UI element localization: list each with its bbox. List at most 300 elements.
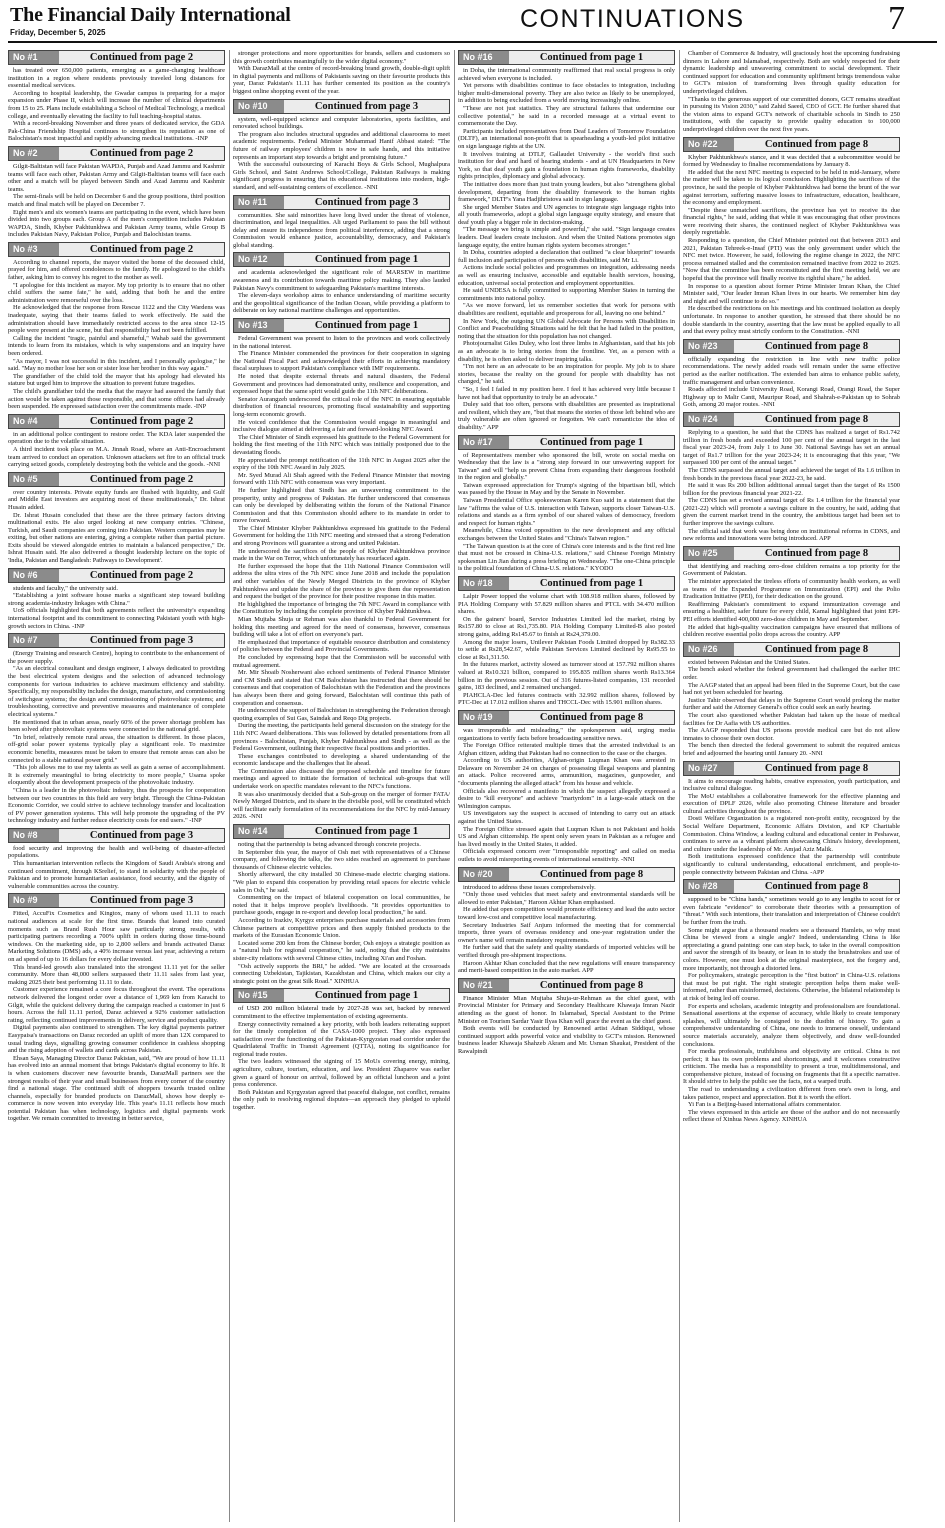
continued-from-label: Continued from page 2 [89,415,194,427]
story-number-tag: No #28 [684,880,734,893]
story-header [683,137,900,152]
story-paragraph: He added that open competition would promote efficiency and lead the auto sector toward low-cost and competitive local manufacturing. [458,906,675,921]
story-paragraph: With the successful outsourcing of Karachi Boys & Girls School, Mughalpura Girls School, and Saint Andrews School/College, Pakistan Railways is making significant progress in ensuring that its educational institutions into modern, high-standard, and self-sustaining centers of excellence. -NNI [233,161,450,191]
story-header [8,472,225,487]
story-body [683,563,900,639]
story-header [8,893,225,908]
story-paragraph: supposed to be "China hands," sometimes would go to any lengths to scout for or even fabricate "evidence" to corroborate their theories with a presumption of "threat." With such intentions, their translation and interpretation of Chinese couldn't be further from the truth. [683,896,900,926]
story-paragraph: "As we move forward, let us remember societies that work for persons with disabilities are resilient, equitable and prosperous for all, leaving no one behind." [458,302,675,317]
story-paragraph: Yi Fan is a Beijing-based international affairs commentator. [688,1101,841,1109]
story-header [8,50,225,65]
story-paragraph: He noted that despite external threats and natural disasters, the Federal Government and provinces had demonstrated unity, resilience and cooperation, and expressed hope that the same spirit would guide the 11th NFC deliberations. [233,373,450,396]
story-paragraph: Responding to a question, the Chief Minister pointed out that between 2013 and 2021, Pakistan Tehreek-e-Insaf (PTI) was the only government under which the NFC met twice. However, he said, following the regime change in 2022, the NFC process remained stalled and the commission remained inactive from 2022 to 2025. "Now that the committee has been reconstituted and the first meeting held, we are hopeful that the province will finally receive its rightful share," he added. [683,237,900,283]
continued-story [8,828,225,891]
story-paragraph: Both Pakistan and Kyrgyzstan agreed that peaceful dialogue, not conflict, remains the only path to resolving regional disputes—an approach they pledged to uphold together. [233,1088,450,1112]
story-paragraph: system, well-equipped science and computer laboratories, sports facilities, and renovated school buildings. [233,115,450,131]
story-number-tag: No #27 [684,762,734,775]
continued-from-label: Continued from page 2 [89,52,194,63]
story-paragraph: "Osh actively supports the BRI," he added. "We are located at the crossroads connecting Uzbekistan, Tajikistan, Kazakhstan and China, which makes our city a strategic point on the great Silk Road." XINHUA [233,962,450,985]
story-paragraph: He further highlighted that Sindh has an unwavering commitment to the prosperity, unity and progress of Pakistan. He further underscored that consensus can only be developed by deliberating within the forum of the National Finance Commission and that this Commission should adhere to its mandate in order to move forward. [233,486,450,525]
story-paragraph: The initiative does more than just train young leaders, but also "strengthens global development, departing from the disability framework to the human rights framework," DLTF's Yana Hadjihristova said in sign language. [458,180,675,204]
story-paragraph: The eleven-days workshop aims to enhance understanding of maritime security and the geopolitical significance of the Indian Ocean, while providing a platform to deliberate on key national maritime challenges and opportunities. [233,292,450,315]
story-paragraph: He concluded by expressing hope that the Commission will be successful with mutual agreement. [233,653,450,669]
story-paragraph: This brand-led growth also translated into the strongest 11.11 yet for the seller community. More than 48,000 sellers surpassed their 11.11 sales from last year, making 2025 their best performing 11.11 to date. [8,963,225,986]
story-paragraph: Eight men's and six women's teams are participating in the event, which have been divided into two groups each. Group A of the men's competition includes Pakistan WAPDA, Sindh, Khyber Pakhtunkhwa and Pakistan Army teams, while Group B includes Pakistan Navy, Pakistan Police, Punjab and Balochistan teams. [8,208,225,239]
story-number-tag: No #18 [459,577,509,590]
story-header [8,568,225,583]
continued-story [683,546,900,639]
story-number-tag: No #19 [459,711,509,724]
story-paragraph: The Finance Minister commended the provinces for their cooperation in signing the National Fiscal Pact and acknowledged their efforts in achieving mandatory fiscal surpluses to support Pakistan's compliance with IMF requirements. [233,350,450,373]
article-columns [8,50,937,1522]
continued-from-label: Continued from page 2 [89,473,194,485]
story-number-tag: No #12 [234,253,284,266]
story-paragraph: In response to a question about former Prime Minister Imran Khan, the Chief Minister said, "Our leader Imran Khan lives in our hearts. We remember him day and night and will continue to do so." [683,282,900,305]
section-title: CONTINUATIONS [520,5,745,33]
story-paragraph: Reaffirming Pakistan's commitment to expand immunization coverage and ensuring a healthier, safer future for every child, Kamal highlighted that joint EPI-PEI efforts identified 400,000 zero-dose children in May and September. [683,600,900,623]
story-paragraph: It was also unanimously decided that a Sub-group on the merger of former FATA/ Newly Merged Districts, and its share in the divisible pool, will be constituted which will facilitate early formulation of its recommendations for the NFC by mid-January 2026. -NNI [233,790,450,821]
story-body [8,259,225,411]
story-paragraph: "In brief, relatively remote rural areas, the situation is different. In those places, off-grid solar power systems typically play a significant role. To maximize economic benefits, measures must be taken to ensure that remote areas can also be connected to a stable national power grid." [8,733,225,764]
story-paragraph: He said UNDESA is fully committed to supporting Member States in turning the commitments into national policy. [458,287,675,302]
story-paragraph: UoS officials highlighted that both agreements reflect the university's expanding international footprint and its commitment to connecting Pakistani youth with high-growth sectors in China. -INP [8,607,225,630]
continued-story [683,137,900,336]
story-paragraph: Dosti Welfare Organization is a registered non-profit entity, recognized by the Social Welfare Department, Economic Affairs Division, and KP Charitable Commission. China Window, a leading cultural and educational center in Peshawar, continues to serve as a vibrant platform showcasing China's history, development, and culture under the leadership of Mr. Amjad Aziz Malik. [683,815,900,853]
continued-story [8,242,225,411]
continued-story [233,824,450,985]
continued-story [458,576,675,707]
story-paragraph: Shortly afterward, the city installed 30 Chinese-made electric charging stations. "We plan to expand this cooperation by providing retail spaces for electric vehicle sales in Osh," he said. [233,871,450,894]
story-paragraph: According to hospital leadership, the Gwadar campus is preparing for a major expansion under Phase II, which will increase the number of clinical departments from 15 to 25. Plans include establishing a School of Medical Technology, a medical college, and eventually elevating the facility to full teaching-hospital status. [8,89,225,120]
masthead-left [10,4,291,37]
story-number-tag: No #21 [459,979,509,992]
story-body [233,269,450,315]
story-paragraph: The bench then directed the federal government to submit the required amicus brief and adjourned the hearing until January 20. -NNI [683,742,900,757]
story-paragraph: Mr. Mir Shoaib Nosherwani also echoed sentiments of Federal Finance Minister and CM Sindh and stated that CM Balochistan has instructed that there should be consensus and that cooperation of Balochistan with the Federation and the provinces has always been there and going forward, Balochistan will continue this path of cooperation and consensus. [233,669,450,707]
column-divider [229,50,230,1522]
continued-story [683,412,900,543]
story-paragraph: The AAGP responded that US prisons provide medical care but do not allow inmates to choose their own doctor. [683,727,900,742]
story-paragraph: "China is a leader in the photovoltaic industry, thus the prospects for cooperation between our two countries in this field are very bright. Through the China-Pakistan Economic Corridor, we could strive to achieve technology transfer and localization of PV power generation systems. This will help promote the upgrading of the PV technology industry and further reduce electricity costs for end users." -INP [8,786,225,825]
story-paragraph: Dr. Ishrat Husain concluded that these are the three primary factors driving multinational exits. He also urged looking at new company entries. "Chinese, Turkish, and Saudi companies are coming into Pakistan. Western companies may be exiting, but other nations are entering, giving a complete rather than partial picture. Exits should be viewed alongside entries to maintain a balanced perspective," Dr. Ishrat Husain said. He also delivered a thought leadership lecture on the topic of 'India, Pakistan and Bangladesh: Pathways to Development'. [8,511,225,565]
story-paragraph: Federal Government was present to listen to the provinces and work collectively in the national interest. [233,335,450,350]
story-body [458,593,675,707]
story-header [8,242,225,257]
story-paragraph: The Commission also discussed the proposed schedule and timeline for future meetings and agreed to initiate the formation of technical sub-groups that will undertake work on specific mandates relevant to the NFC's functions. [233,767,450,791]
continued-story [458,978,675,1056]
story-paragraph: Energy connectivity remained a key priority, with both leaders reiterating support for the timely completion of the CASA-1000 project. They also expressed satisfaction over the functioning of the Pakistan-Kyrgyzstan road corridor under the Quadrilateral Traffic in Transit Agreement (QTTA), noting its significance for regional trade routes. [233,1020,450,1058]
story-paragraph: Meanwhile, China voiced opposition to the new development and any official exchanges between the United States and "China's Taiwan region." [458,527,675,543]
story-paragraph: It aims to encourage reading habits, creative expression, youth participation, and inclusive cultural dialogue. [683,777,900,793]
story-body [8,910,225,1123]
story-paragraph: Taiwan expressed appreciation for Trump's signing of the bipartisan bill, which was passed by the House in May and by the Senate in November. [458,481,675,497]
story-number-tag: No #14 [234,825,284,838]
story-body [683,356,900,409]
story-paragraph: In New York, the outgoing UN Global Advocate for Persons with Disabilities in Conflict and Peacebuilding Situations said he felt that he had failed in the position, noting that the situation for this population has not changed. [458,317,675,340]
story-paragraph: Photojournalist Giles Duley, who lost three limbs in Afghanistan, said that his job as an advocate is to bring stories from the frontline. Yet, as a person with a disability, he is often asked to deliver inspiring talks. [458,340,675,363]
story-paragraph: She urged Member States and UN agencies to integrate sign language rights into all youth frameworks, adopt a global sign language equity strategy, and ensure that deaf youth play a bigger role in decision-making. [458,203,675,226]
story-paragraph: "I apologise for this incident as mayor. My top priority is to ensure that no other child suffers the same fate," he said, adding that both he and the entire administration were remorseful over the loss. [8,281,225,304]
story-header [458,576,675,591]
story-paragraph: "The message we bring is simple and powerful," she said. "Sign language creates leaders. Deaf leaders create inclusion. And when the United Nations promotes sign language equity, the entire human rights system becomes stronger." [458,226,675,249]
story-header [233,99,450,114]
story-paragraph: A third incident took place on M.A. Jinnah Road, where an Anti-Encroachment team arrived to conduct an operation. Unknown attackers set fire to an official truck carrying seized goods, completely destroying both the vehicle and the goods. -NNI [8,445,225,469]
story-paragraph: "Despite these unmatched sacrifices, the province has yet to receive its due financial rights," he said, adding that while it was encouraging that other provinces were receiving their shares, the continued neglect of Khyber Pakhtunkhwa was deeply regrettable. [683,206,900,237]
column-1 [8,50,225,1522]
story-header [458,50,675,65]
column-2 [233,50,450,1522]
page-number: 7 [888,0,905,37]
story-header [458,710,675,725]
newspaper-name: The Financial Daily International [10,4,291,26]
story-paragraph: For media professionals, truthfulness and objectivity are critical. China is not perfect; it has its own problems and shortcomings, and it welcomes constructive criticism. The media has a responsibility to present a true, multidimensional, and comprehensive picture, instead of focusing on fragments that fit a specific narrative. It should strive to help the public see the facts, not a warped truth. [683,1048,900,1086]
story-paragraph: In September this year, the mayor of Osh met with representatives of a Chinese company, and following the talks, the two sides reached an agreement to purchase thousands of Chinese electric vehicles. [233,848,450,871]
story-number-tag: No #25 [684,547,734,560]
continued-from-label: Continued from page 3 [89,895,194,907]
story-body [233,212,450,250]
story-body [233,841,450,985]
continued-story [233,50,450,96]
continued-from-label: Continued from page 8 [764,881,869,893]
continued-story [458,50,675,432]
story-paragraph: He described the restrictions on his meetings and his continued isolation as deeply unfortunate. In response to another question, he stressed that there should be no double standards in the country, asserting that the law must be applied equally to all and that every policy must strictly conform to the Constitution. -NNI [683,305,900,336]
story-body [683,429,900,543]
story-paragraph: existed between Pakistan and the United States. [688,658,810,666]
continued-story [683,339,900,409]
story-paragraph: Some might argue that a thousand readers see a thousand Hamlets, so why must China be viewed from a single angle? Indeed, understanding China is like appreciating a grand painting: one can step back, to take in the overall composition and savor the strength of its beauty, or lean in to study the brushstrokes and use of colors. However, one must look at the original masterpiece, not the forgery and, more importantly, not through a distorted lens. [683,926,900,972]
story-header [458,867,675,882]
story-paragraph: PIAHCLA-Dec led futures contracts with 32.992 million shares, followed by PTC-Dec at 17.012 million shares and THCCL-Dec with 15.901 million shares. [458,691,675,707]
story-paragraph: Finance Minister Mian Mujtaba Shuja-ur-Rehman as the chief guest, with Provincial Minister for Primary and Secondary Healthcare Khawaja Imran Nazir attending as the guest of honor. In Islamabad, Special Assistant to the Prime Minister on Tourism Sardar Yasir Ilyas Khan will grace the event as the chief guest. [458,994,675,1025]
story-header [683,879,900,894]
continued-from-label: Continued from page 1 [314,990,419,1002]
story-body [458,67,675,432]
story-body [8,585,225,631]
story-paragraph: With DarazMall at the centre of record-breaking brand growth, double-digit uplift in digital payments and millions of Pakistanis saving on their favourite products this year, Daraz Pakistan's 11.11 has further cemented its position as the country's biggest online shopping event of the year. [233,65,450,95]
story-paragraph: Commenting on the impact of bilateral cooperation on local communities, he noted that it helps improve people's livelihoods. "It provides opportunities to purchase goods, engage in re-export and develop local production," he said. [233,894,450,917]
continued-from-label: Continued from page 3 [89,635,194,647]
story-paragraph: These exchanges contributed to developing a shared understanding of the economic landscape and the challenges that lie ahead. [233,752,450,768]
column-divider [454,50,455,1522]
story-paragraph: Mian Mujtaba Shuja ur Rehman was also thankful to Federal Government for holding this meeting and agreed for the need of consensus, however, consensus building will take a lot of effort on everyone's part. [233,616,450,639]
story-paragraph: The two leaders witnessed the signing of 15 MoUs covering energy, mining, agriculture, culture, tourism, education, and law. President Zhaparov was earlier given a guard of honour on arrival, followed by an official luncheon and a joint press conference. [233,1058,450,1089]
story-body [8,845,225,891]
story-number-tag: No #10 [234,100,284,113]
story-paragraph: The child's grandfather told the media that the mayor had assured the family that action would be taken against those responsible, and that some officers had already been suspended. He expressed satisfaction over the commitments made. -INP [8,387,225,411]
story-paragraph: Senator Aurangzeb underscored the critical role of the NFC in ensuring equitable distribution of financial resources, promoting fiscal sustainability and supporting long-term economic growth. [233,395,450,418]
story-paragraph: "The Taiwan question is at the core of China's core interests and is the first red line that must not be crossed in China-U.S. relations," said Chinese Foreign Ministry spokesman Lin Jian during a press briefing on Wednesday. "The one-China principle is the political foundation of China-U.S. relations." KYODO [458,542,675,573]
continued-from-label: Continued from page 1 [539,436,644,448]
story-body [683,659,900,758]
story-header [683,642,900,657]
story-paragraph: Both institutions expressed confidence that the partnership will contribute significantly to cultural understanding, educational enrichment, and people-to-people connectivity between Pakistan and China. -APP [683,853,900,876]
story-number-tag: No #16 [459,51,509,64]
story-paragraph: He further said that the safety and quality standards of imported vehicles will be verified through pre-shipment inspections. [458,944,675,959]
story-paragraph: According to Irazkiv, Kyrgyz enterprises purchase materials and accessories from Chinese partners at competitive prices and then supply finished products to the markets of the Eurasian Economic Union. [233,916,450,940]
story-paragraph: Located some 200 km from the Chinese border, Osh enjoys a strategic position as a "natural hub for regional cooperation," he said, noting that the city maintains sister-city relations with several Chinese cities, including Xi'an and Foshan. [233,939,450,962]
story-paragraph: The minister appreciated the tireless efforts of community health workers, as well as teams of the Expanded Programme on Immunization (EPI) and the Polio Eradication Initiative (PEI), for their dedication on the ground. [683,578,900,601]
story-paragraph: In the futures market, activity slowed as turnover stood at 157.792 million shares valued at Rs10.321 billion, compared to 195.835 million shares worth Rs13.364 billion in the previous session. Out of 316 futures-listed companies, 131 recorded gains, 183 declined, and 2 remained unchanged. [458,661,675,692]
story-paragraph: Customer experience remained a core focus throughout the event. The operations network delivered the longest order over a distance of 1,969 km from Karachi to Gilgit, while the quickest delivery during the campaign reached a customer in just 6 hours. Across the full 11.11 period, Daraz achieved a 92% customer satisfaction rating, reflecting continued improvements in delivery, service and product quality. [8,986,225,1024]
continued-story [8,633,225,825]
story-body [233,335,450,821]
story-paragraph: He further expressed the hope that the 11th National Finance Commission will address the ultra vires of the 7th NFC since June 2018 and include the population and other variables of the Newly Merged Districts in the province of Khyber Pakhtunkhwa and update the share of the province to give them due representation and request the budget of the province for their positive response in this matter. [233,562,450,601]
story-paragraph: Calling the incident "tragic, painful and shameful," Wahab said the government intends to learn from its mistakes, which is why suspensions and an inquiry have been ordered. [8,334,225,357]
story-number-tag: No #9 [9,894,59,907]
story-number-tag: No #17 [459,436,509,449]
continued-from-label: Continued from page 1 [539,578,644,589]
story-number-tag: No #3 [9,243,59,256]
story-paragraph: Lalpir Power topped the volume chart with 108.918 million shares, followed by PIA Holding Company with 57.829 million shares and PTCL with 34.470 million shares. [458,593,675,616]
continued-story [458,867,675,975]
story-number-tag: No #15 [234,989,284,1002]
story-paragraph: Roads affected include University Road, Korangi Road, Orangi Road, the Super Highway up to Malir Cantt, Mauripur Road, and Shahrah-e-Pakistan up to Sohrab Goth, among 20 major routes. -NNI [683,386,900,409]
story-paragraph: He emphasized that importance of equitable resource distribution and consistency of policies between the Federal and Provincial Governments. [233,638,450,654]
story-paragraph: The Foreign Office stressed again that Luqman Khan is not Pakistani and holds US and Afghan citizenship. He spent only seven years in Pakistan as a refugee and has lived mostly in the United States, it added. [458,825,675,848]
story-paragraph: He underscored the support of Balochistan in strengthening the Federation through quoting examples of Sui Gas, Saindak and Reqo Dig projects. [233,707,450,722]
story-paragraph: This humanitarian intervention reflects the Kingdom of Saudi Arabia's strong and continued commitment, through KSrelief, to stand in solidarity with the people of Pakistan and to promote humanitarian assistance, food security, and the dignity of vulnerable communities across the country. [8,860,225,890]
story-header [8,146,225,161]
story-header [683,412,900,427]
story-paragraph: "Only those used vehicles that meet safety and environmental standards will be allowed to enter Pakistan," Haroon Akhtar Khan emphasised. [458,891,675,906]
story-number-tag: No #5 [9,473,59,486]
continued-story [8,50,225,143]
story-paragraph: The MoU establishes a collaborative framework for the effective planning and execution of DPLF 2026, while also promoting Chinese literature and broader cultural activities throughout the province. [683,792,900,815]
story-paragraph: and academia acknowledged the significant role of MARSEW in maritime awareness and its contribution towards maritime policy making. They also lauded Pakistan Navy's commitment to safeguarding Pakistan's maritime interests. [233,269,450,292]
story-paragraph: For policymakers, strategic perception is the "first button" in China-U.S. relations that must be put right. The right strategic perception helps them make well-informed, rather than misinformed, decisions. Otherwise, the bilateral relationship is at risk of being led off course. [683,972,900,1002]
story-paragraph: of Representatives member who sponsored the bill, wrote on social media on Wednesday that the law is a "strong step forward in our unwavering support for Taiwan" and will "help us prevent China from expanding their dangerous foothold in the region and globally." [458,451,675,482]
story-header [8,414,225,429]
story-paragraph: Haroon Akhtar Khan concluded that the new regulations will ensure transparency and merit-based competition in the auto market. APP [458,959,675,975]
story-paragraph: Replying to a question, he said that the CDNS has realized a target of Rs1.742 trillion in fresh bonds and exceeded 100 per cent of the annual target in the last fiscal year 2023-24, from July 1 to June 30. National Savings has set an annual target of Rs1.7 trillion for the year 2023-24; it is encouraging that this year, "We surpassed 100 per cent of the annual target." [683,428,900,467]
story-paragraph: The road to understanding a civilization different from one's own is long, and takes patience, respect and appreciation. But it is worth the effort. [683,1086,900,1101]
story-body [683,154,900,336]
story-paragraph: He added that high-quality vaccination campaigns have ensured that millions of children receive essential polio drops across the country. APP [683,623,900,639]
story-paragraph: in Doha, the international community reaffirmed that real social progress is only achieved when everyone is included. [458,67,675,82]
story-number-tag: No #2 [9,147,59,160]
story-paragraph: officially expanding the restriction in line with new traffic police recommendations. The newly added roads will remain under the same effective period as the earlier notification. The extended ban aims to enhance public safety, traffic management and urban convenience. [683,355,900,386]
story-paragraph: The CDNS has set a revised annual target of Rs 1.4 trillion for the financial year (2021-22) which will promote a savings culture in the country, he said, adding that given the current market trend in the country, the ambitious target had been set to further improve the savings culture. [683,497,900,528]
story-paragraph: Officials also recovered a manifesto in which the suspect allegedly expressed a desire to "kill everyone" and achieve "martyrdom" in a large-scale attack on the Wilmington campus. [458,787,675,810]
continued-from-label: Continued from page 1 [314,826,419,838]
story-number-tag: No #24 [684,413,734,426]
story-paragraph: The court also questioned whether Pakistan had taken up the issue of medical facilities for Dr Aafia with US authorities. [683,711,900,727]
story-body [683,778,900,877]
story-paragraph: Khyber Pakhtunkhwa's stance, and it was decided that a subcommittee would be formed by Wednesday to finalise recommendations by January 8. [683,153,900,169]
story-body [233,50,450,96]
continued-story [8,568,225,631]
story-paragraph: The official said that work was being done on institutional reforms in CDNS, and new reforms and innovations were being introduced. APP [683,527,900,543]
continued-from-label: Continued from page 8 [764,413,869,425]
masthead-rule [8,41,937,43]
story-paragraph: "I'm not here as an advocate to be an inspiration for people. My job is to share stories, because the reality on the ground for people with disability has not changed," he said. [458,363,675,386]
continued-from-label: Continued from page 3 [89,829,194,841]
continued-story [233,318,450,821]
story-header [8,828,225,843]
story-paragraph: On the gainers' board, Service Industries Limited led the market, rising by Rs157.80 to close at Rs1,735.80. PIA Holding Company Limited-B also posted strong gains, adding Rs145.67 to finish at Rs24,379.00. [458,615,675,638]
continued-story [8,472,225,565]
story-paragraph: The CDNS surpassed the annual target and achieved the target of Rs 1.6 trillion in fresh bonds in the previous fiscal year 2022-23, he said. [683,466,900,482]
story-paragraph: During the meeting, the participants held general discussion on the strategy for the 11th NFC Award deliberations. This was followed by detailed presentations from all provinces - Balochistan, Punjab, Khyber Pakhtunkhwa and Sindh - as well as the Federal Government, outlining their respective fiscal positions and priorities. [233,722,450,753]
continued-from-label: Continued from page 3 [314,100,419,112]
story-paragraph: noting that the partnership is being advanced through concrete projects. [238,841,421,849]
story-header [683,339,900,354]
story-paragraph: that identifying and reaching zero-dose children remains a top priority for the Government of Pakistan. [683,562,900,578]
story-number-tag: No #11 [234,196,284,209]
continued-from-label: Continued from page 8 [539,979,644,991]
continued-from-label: Continued from page 2 [89,569,194,581]
story-paragraph: "These are not just statistics. They are structural failures that undermine our collective potential," he said in a recorded message at a virtual event to commemorate the Day. [458,104,675,128]
story-body [8,163,225,239]
story-paragraph: Yet persons with disabilities continue to face obstacles to integration, including higher multi-dimensional poverty. They are also twice as likely to be unemployed, in addition to being excluded from a world moving increasingly online. [458,82,675,105]
story-body [458,884,675,975]
story-paragraph: "As mayor, I was not successful in this incident, and I personally apologise," he said. "May no mother lose her son or sister lose her brother in this way again." [8,357,225,373]
continued-story [8,146,225,239]
column-4 [683,50,900,1522]
continued-from-label: Continued from page 8 [764,138,869,150]
column-3 [458,50,675,1522]
continued-story [683,761,900,877]
masthead [0,0,945,40]
continued-from-label: Continued from page 8 [764,643,869,655]
story-paragraph: Both events will be conducted by Renowned artist Adnan Siddiqui, whose continued support adds powerful voice and visibility to GCT's mission. Renowned business leader Khawaja Shahzeb Akram and Mr. Usman Shaukat, President of the Rawalpindi [458,1025,675,1055]
story-paragraph: The Chief Minister Khyber Pakhtunkhwa expressed his gratitude to the Federal Government for holding the 11th NFC meeting and stressed that a strong Federation and strong Provinces will guarantee a strong and united Pakistan. [233,524,450,548]
story-body [683,50,900,134]
story-paragraph: has treated over 650,000 patients, emerging as a game-changing healthcare institution in a region where residents previously traveled long distances for essential medical services. [8,67,225,90]
story-paragraph: He mentioned that in urban areas, nearly 60% of the power shortage problem has been solved after photovoltaic systems were connected to the national grid. [8,718,225,734]
story-number-tag: No #22 [684,138,734,151]
story-body [8,431,225,469]
story-header [683,761,900,776]
story-paragraph: "Establishing a joint software house marks a significant step toward building strong academia-industry linkages with China." [8,592,225,607]
continued-from-label: Continued from page 8 [539,868,644,880]
story-paragraph: The AAGP stated that an appeal had been filed in the Supreme Court, but the case had not yet been scheduled for hearing. [683,681,900,697]
story-body [683,896,900,1124]
story-paragraph: He added that the next NFC meeting is expected to be held in mid-January, where the matter will be taken to its logical conclusion. Highlighting the sacrifices of the province, he said the people of Khyber Pakhtunkhwa had borne the brunt of the war against terrorism, suffering massive losses to infrastructure, education, healthcare, the economy and employment. [683,168,900,207]
story-paragraph: According to channel reports, the mayor visited the home of the deceased child, prayed for him, and offered condolences to the family. He apologized to the child's father, asking him to convey his regret to the mother as well. [8,258,225,282]
column-divider [679,50,680,1522]
story-paragraph: He appreciated the prompt notification of the 11th NFC in August 2025 after the expiry of the 10th NFC Award in July 2025. [233,456,450,472]
story-paragraph: He voiced confidence that the Commission would engage in meaningful and inclusive dialogue aimed at delivering a fair and forward-looking NFC Award. [233,418,450,434]
continued-from-label: Continued from page 8 [539,711,644,723]
story-number-tag: No #13 [234,319,284,332]
story-number-tag: No #7 [9,634,59,647]
continued-story [233,99,450,192]
continued-from-label: Continued from page 8 [764,340,869,352]
story-paragraph: The semi-finals will be held on December 6 and the group positions, third position match and final match will be played on December 7. [8,193,225,208]
story-paragraph: He acknowledged that the response from Rescue 1122 and the City Wardens was inadequate, saying that their teams failed to work effectively. He said the administration should have immediately restricted access to the area since 12-15 people were present at the scene, but that responsibility had not been fulfilled. [8,304,225,335]
story-paragraph: It involves training at DTLF, Gallaudet University - the world's first such institution for deaf and hard of hearing students - and at UN Headquarters in New York, so that deaf youth gain a foundation in human rights frameworks, disability rights principles, diplomacy and global advocacy. [458,150,675,181]
story-paragraph: For experts and scholars, academic integrity and professionalism are foundational. Sensational assertions at the expense of accuracy, while likely to create temporary splashes, will ultimately be consigned to the dustbin of history. To gain a comprehensive understanding of China, one needs to immerse oneself, understand source materials accurately, analyze them objectively, and draw well-founded conclusions. [683,1002,900,1048]
story-header [233,252,450,267]
continued-story [683,642,900,758]
story-paragraph: food security and improving the health and well-being of disaster-affected populations. [8,844,225,860]
story-paragraph: The program also includes structural upgrades and additional classrooms to meet academic requirements. Federal Minister Muhammad Hanif Abbasi stated: "The future of railway employees' children is now in safe hands, and this initiative represents an important step towards a bright and promising future." [233,130,450,161]
story-paragraph: According to US authorities, Afghan-origin Luqman Khan was arrested in Delaware on November 24 on charges of possessing illegal weapons and planning an attack. Police recovered arms, ammunition, magazines, gunpowder, and "documents planning the alleged attack" from his house and vehicle. [458,757,675,788]
continued-from-label: Continued from page 8 [764,547,869,559]
story-number-tag: No #23 [684,340,734,353]
story-paragraph: Ehsan Saya, Managing Director Daraz Pakistan, said, "We are proud of how 11.11 has evolved into an annual moment that brings Pakistan's digital economy to life. It is when customers discover new favourite brands, DarazMall partners see the strongest results of their year and small businesses from every corner of the country find a national stage. The continued shift of shoppers towards trusted online channels, especially for branded products on DarazMall, shows how deeply e-commerce is now woven into everyday life. This year's 11.11 reflects how much potential Pakistan has when technology, logistics and digital payments work together. We remain committed to investing in better service, [8,1054,225,1123]
continued-story [233,252,450,315]
story-paragraph: over country interests. Private equity funds are flushed with liquidity, and Gulf and Middle East investors are acquiring most of these multinationals," Dr. Ishrat Husain added. [8,488,225,511]
continued-from-label: Continued from page 2 [89,243,194,255]
continued-story [683,879,900,1124]
story-paragraph: was irresponsible and misleading," the spokesperson said, urging media organizations to verify facts before broadcasting sensitive news. [458,726,675,742]
story-paragraph: in an additional police contingent to restore order. The KDA later suspended the operation due to the volatile situation. [8,430,225,446]
story-header [683,546,900,561]
story-paragraph: The Foreign Office reiterated multiple times that the arrested individual is an Afghan citizen, adding that Pakistan had no connection to the case or the charges. [458,742,675,757]
story-paragraph: Digital payments also continued to strengthen. The key digital payments partner Easypaisa's transactions on Daraz recorded an uplift of more than 12X compared to usual trading days, signalling growing consumer confidence in cashless shopping and the rising adoption of wallets and cards across Pakistan. [8,1024,225,1055]
story-header [458,978,675,993]
continued-story [233,988,450,1111]
story-number-tag: No #6 [9,569,59,582]
story-paragraph: Mr. Syed Murad Ali Shah agreed with the Federal Finance Minister that moving forward with 11th NFC with consensus was very important. [233,471,450,487]
continued-from-label: Continued from page 1 [539,52,644,63]
story-paragraph: The grandfather of the child told the mayor that his apology had elevated his stature but urged him to improve the situation to prevent future tragedies. [8,372,225,388]
story-header [458,435,675,450]
story-paragraph: "Thanks to the generous support of our committed donors, GCT remains steadfast in pursuing its Vision 2030," said Zahid Saeed, CEO of GCT. He further shared that the vision aims to expand GCT's network of charitable schools in Sindh to 250 institutions, with the capacity to provide quality education to 100,000 underprivileged children over the next five years. [683,95,900,133]
story-paragraph: The Chief Minister of Sindh expressed his gratitude to the Federal Government for holding the first meeting of the 11th NFC which was initially postponed due to the devastating floods. [233,433,450,456]
continued-from-label: Continued from page 3 [314,196,419,208]
story-header [8,633,225,648]
continued-from-label: Continued from page 8 [764,762,869,774]
story-paragraph: students and faculty," the university said. [13,584,118,592]
story-body [233,116,450,192]
story-body [8,67,225,143]
story-paragraph: of USD 200 million bilateral trade by 2027-28 was set, backed by renewed commitment to the effective implementation of existing agreements. [233,1005,450,1020]
story-paragraph: introduced to address these issues comprehensively. [463,883,596,891]
story-paragraph: stronger protections and more opportunities for brands, sellers and customers so this growth contributes meaningfully to the wider digital economy." [233,50,450,65]
story-paragraph: In Doha, countries adopted a declaration that outlined "a clear blueprint" towards full inclusion and participation of persons with disabilities, said Mr Li. [458,249,675,264]
story-paragraph: Fitted, AccuFix Cosmetics and Kingtox, many of whom used 11.11 to reach national audiences at scale for the first time. Brands that leaned into curated moments such as Brand Rush Hour saw particularly strong results, with participating partners recording a 700% uplift in orders during those time-bound windows. On the marketing side, up to 2,800 sellers and brands activated Daraz Marketing Solutions (DMS) ads, a 40% increase versus last year, achieving a return on ad spend of up to 16 dollars for every dollar invested. [8,910,225,963]
continued-story [683,50,900,134]
continued-story [233,195,450,250]
story-paragraph: Gilgit-Baltistan will face Pakistan WAPDA, Punjab and Azad Jammu and Kashmir teams will face each other, Pakistan Army and Gilgit-Baltistan teams will face each other and a match will be played between Sindh and Azad Jammu and Kashmir teams. [8,162,225,193]
continued-story [8,893,225,1123]
story-header [233,195,450,210]
story-paragraph: "As an electrical consultant and design engineer, I always dedicated to providing the best electrical system designs and the selection of advanced technology components for various industries to achieve maximum efficiency and stability. Specifically, my responsibility includes the design, manufacture, and commissioning of switchgear systems; the design and commissioning of photovoltaic systems; and troubleshooting, corrective and preventive measures and maintenance of complete electrical systems." [8,665,225,718]
story-paragraph: Participants included representatives from Deaf Leaders of Tomorrow Foundation (DLTF), an international non-profit that is spearheading a youth-led pilot initiative on sign language rights at the UN. [458,127,675,150]
story-paragraph: He underscored the sacrifices of the people of Khyber Pakhtunkhwa province made in the War on Terror, which unfortunately has resurfaced again. [233,547,450,563]
story-body [8,489,225,565]
story-body [458,727,675,864]
story-paragraph: "So, I feel I failed in my position here. I feel it has achieved very little because I have not had that opportunity to truly be an advocate." [458,385,675,401]
continued-from-label: Continued from page 2 [89,147,194,159]
story-paragraph: The bench asked whether the federal government had challenged the earlier IHC order. [683,666,900,681]
story-number-tag: No #26 [684,643,734,656]
continued-story [8,414,225,469]
story-paragraph: Officials expressed concern over "irresponsible reporting" and called on media outlets to avoid misreporting events of international sensitivity. -NNI [458,848,675,863]
story-paragraph: Secretary Industries Saif Anjum informed the meeting that for commercial imports, three years of overseas residency and one-year registration under the owner's name will remain mandatory requirements. [458,921,675,944]
story-header [233,318,450,333]
story-number-tag: No #8 [9,829,59,842]
story-header [233,988,450,1003]
story-paragraph: Taiwan Presidential Office spokeswoman Karen Kuo said in a statement that the law "affirms the value of U.S. interaction with Taiwan, supports closer Taiwan-U.S. relations and stands as a firm symbol of our shared values of democracy, freedom and respect for human rights." [458,497,675,527]
story-body [458,995,675,1056]
continued-story [458,435,675,574]
story-paragraph: "This job allows me to use my talents as well as gain a sense of accomplishment. It is extremely meaningful to bring electricity to more people," Usama spoke eloquently about the development prospects of the photovoltaic industry. [8,764,225,787]
story-header [233,824,450,839]
story-paragraph: Actions include social policies and programmes on integration, addressing needs as well as ensuring inclusive, accessible and equitable health services, housing, education, universal social protection and employment opportunities. [458,264,675,287]
story-paragraph: He said it was Rs 200 billion additional annual target than the target of Rs 1500 billion for the previous financial year 2021-22. [683,482,900,497]
story-body [458,452,675,574]
story-body [233,1005,450,1111]
story-number-tag: No #4 [9,415,59,428]
continued-story [458,710,675,864]
story-paragraph: With a record-breaking November and three years of dedicated service, the GDA Pak-China Friendship Hospital continues to strengthen its reputation as one of Balochistan's most impactful and rapidly advancing medical institutions. -INP [8,120,225,143]
story-paragraph: He highlighted the importance of bringing the 7th NFC Award in compliance with the Constitution by including the complete province of Khyber Pakhtunkhwa. [233,600,450,616]
story-body [8,650,225,825]
